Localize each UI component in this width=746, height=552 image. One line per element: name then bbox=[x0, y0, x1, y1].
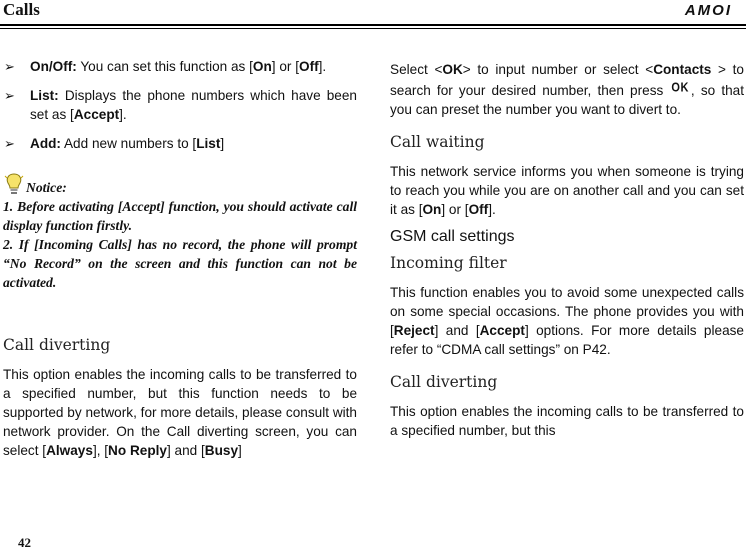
body-bold: Reject bbox=[393, 323, 435, 338]
body-text: > to search for your desired number, then press bbox=[390, 62, 744, 98]
bullet-text: ] bbox=[220, 136, 225, 151]
section-title-incoming-filter: Incoming filter bbox=[390, 254, 507, 272]
body-text: ] bbox=[238, 443, 242, 458]
body-text: , so that you can preset the number you want to divert to. bbox=[390, 83, 744, 117]
bullet-bold: On bbox=[252, 59, 272, 74]
body-bold: Contacts bbox=[653, 62, 712, 77]
bullet-bold: Off bbox=[299, 59, 319, 74]
bullet-text: ]. bbox=[119, 107, 127, 122]
body-text: ] and [ bbox=[434, 323, 480, 338]
call-waiting-body bbox=[390, 162, 744, 219]
bullet-arrow-icon: ➢ bbox=[4, 59, 15, 74]
select-paragraph bbox=[390, 60, 744, 119]
body-text: > to input number or select < bbox=[462, 62, 654, 77]
lightbulb-icon bbox=[3, 173, 25, 197]
bullet-add bbox=[3, 134, 357, 153]
incoming-filter-body bbox=[390, 283, 744, 359]
bullet-label: List: bbox=[30, 88, 59, 103]
section-title-call-diverting-2: Call diverting bbox=[390, 373, 498, 391]
bullet-on-off bbox=[3, 57, 357, 76]
bullet-list bbox=[3, 86, 357, 124]
bullet-bold: Accept bbox=[73, 107, 120, 122]
body-bold: Accept bbox=[479, 323, 525, 338]
body-bold: Off bbox=[468, 202, 489, 217]
bullet-text: Add new numbers to [ bbox=[60, 136, 197, 151]
body-text: ], [ bbox=[92, 443, 109, 458]
body-text: ] options. For more details please refer to “CDMA call settings” on P42. bbox=[390, 323, 744, 357]
body-text: This network service informs you when someone is trying to reach you while you are on another call and you can set it as [ bbox=[390, 164, 744, 217]
left-column bbox=[3, 57, 357, 460]
page-number: 42 bbox=[18, 535, 31, 550]
body-bold: Always bbox=[46, 443, 93, 458]
body-text: Select < bbox=[390, 62, 443, 77]
body-bold: Busy bbox=[204, 443, 239, 458]
notice-box bbox=[3, 173, 357, 292]
right-column bbox=[390, 60, 744, 440]
notice-line-1: 1. Before activating [Accept] function, you should activate call display function firstly. bbox=[3, 199, 357, 233]
body-text: ]. bbox=[488, 202, 496, 217]
body-text: ] or [ bbox=[441, 202, 469, 217]
call-diverting-body bbox=[3, 365, 357, 460]
body-text: This function enables you to avoid some unexpected calls on some special occasions. The phone provides you with [ bbox=[390, 285, 744, 338]
bullet-label: On/Off: bbox=[30, 59, 77, 74]
body-bold: OK bbox=[442, 62, 463, 77]
bullet-text: You can set this function as [ bbox=[76, 59, 253, 74]
bullet-text: ]. bbox=[318, 59, 327, 74]
bullet-text: ] or [ bbox=[271, 59, 299, 74]
bullet-text: Displays the phone numbers which have been set as [ bbox=[30, 88, 357, 122]
bullet-bold: List bbox=[196, 136, 221, 151]
bullet-arrow-icon: ➢ bbox=[4, 136, 15, 151]
section-title-call-diverting: Call diverting bbox=[3, 336, 111, 354]
call-diverting-2-body: This option enables the incoming calls to be transferred to a specified number, but this bbox=[390, 404, 744, 438]
page-header-title: Calls bbox=[3, 0, 40, 19]
ok-key-icon: OK bbox=[671, 80, 689, 96]
body-bold: On bbox=[422, 202, 442, 217]
section-title-call-waiting: Call waiting bbox=[390, 133, 485, 151]
bullet-label: Add: bbox=[30, 136, 61, 151]
amoi-logo: AMOI bbox=[684, 2, 732, 19]
section-title-gsm-call-settings: GSM call settings bbox=[390, 228, 515, 245]
body-bold: No Reply bbox=[108, 443, 167, 458]
notice-line-2: 2. If [Incoming Calls] has no record, the phone will prompt “No Record” on the screen and this function can not be activated. bbox=[3, 237, 357, 290]
bullet-arrow-icon: ➢ bbox=[4, 88, 15, 103]
header-rule-thin bbox=[0, 28, 746, 29]
body-text: ] and [ bbox=[166, 443, 205, 458]
body-text: This option enables the incoming calls to be transferred to a specified number, but this function needs to be supported by network, for more details, please consult with network provider. On the Call diverting screen, you can select [ bbox=[3, 367, 357, 458]
notice-title: Notice: bbox=[26, 180, 67, 195]
header-rule bbox=[0, 24, 746, 26]
